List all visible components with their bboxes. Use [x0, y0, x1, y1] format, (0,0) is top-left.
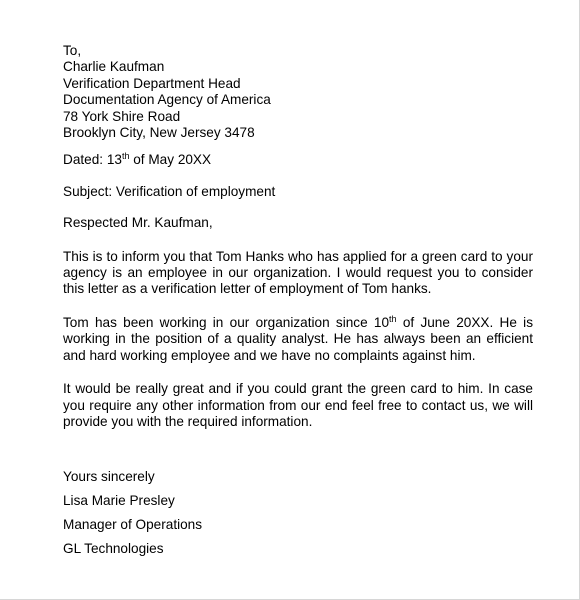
date-prefix: Dated: 13 — [63, 152, 122, 168]
letter-body — [63, 43, 533, 565]
date-ordinal-suffix: th — [121, 151, 130, 162]
recipient-title: Verification Department Head — [63, 75, 241, 91]
letter-date — [63, 152, 533, 168]
paragraph-request: It would be really great and if you could grant the green card to him. In case you require any other information from our end feel free to contact us, we will provide you with the required information. — [63, 381, 533, 429]
recipient-name: Charlie Kaufman — [63, 59, 165, 75]
letter-salutation: Respected Mr. Kaufman, — [63, 215, 213, 231]
paragraph-employment — [63, 315, 533, 364]
recipient-city: Brooklyn City, New Jersey 3478 — [63, 125, 255, 141]
recipient-address — [63, 43, 533, 141]
signature-block — [63, 469, 533, 565]
letter-subject: Subject: Verification of employment — [63, 183, 276, 199]
paragraph-intro: This is to inform you that Tom Hanks who has applied for a green card to your agency is an employee in our organization. I would request you to consider this letter as a verification letter of employment of Tom hanks. — [63, 248, 533, 297]
company-name: GL Technologies — [63, 541, 164, 557]
recipient-organization: Documentation Agency of America — [63, 92, 271, 108]
date-rest: of May 20XX — [129, 152, 212, 168]
paragraph-employment-after: of June 20XX. He is working in the position of a quality analyst. He has always been an efficient and hard working employee and we have no complaints against him. — [63, 314, 533, 363]
signer-name: Lisa Marie Presley — [63, 493, 175, 509]
recipient-street: 78 York Shire Road — [63, 108, 181, 124]
paragraph-employment-ordinal-suffix: th — [389, 313, 397, 324]
closing-line: Yours sincerely — [63, 469, 155, 485]
signer-title: Manager of Operations — [63, 517, 203, 533]
paragraph-employment-before: Tom has been working in our organization since 10 — [63, 314, 390, 330]
address-to: To, — [63, 43, 82, 58]
